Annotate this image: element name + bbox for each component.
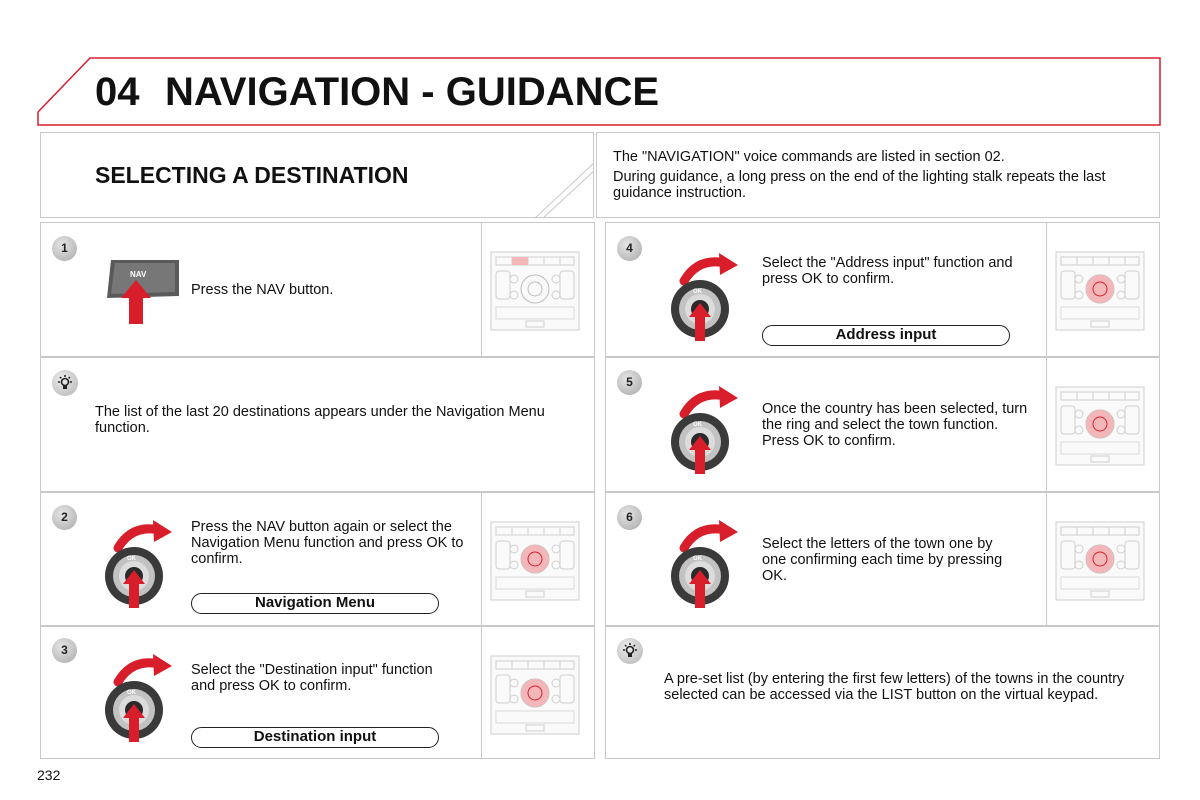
step-number-badge: 3 xyxy=(52,638,77,663)
rotary-knob-icon xyxy=(664,235,744,347)
step-number-badge: 1 xyxy=(52,236,77,261)
intro-line-guidance: During guidance, a long press on the end of the lighting stalk repeats the last guidance instruction. xyxy=(613,169,1106,201)
console-thumbnail-cell xyxy=(481,223,594,356)
console-thumbnail-cell xyxy=(481,493,594,625)
menu-label-pill: Address input xyxy=(762,325,1010,346)
step-instruction: Select the "Address input" function and press OK to confirm. xyxy=(762,255,1013,287)
step-number-badge: 6 xyxy=(617,505,642,530)
step-instruction: Press the NAV button. xyxy=(191,282,334,298)
console-thumbnail-cell xyxy=(1046,223,1159,356)
rotary-knob-icon xyxy=(98,502,178,614)
ok-label: OK xyxy=(127,690,136,696)
rotary-knob-icon xyxy=(664,502,744,614)
chapter-number: 04 xyxy=(95,70,140,114)
console-thumbnail xyxy=(490,521,580,601)
menu-label-pill: Navigation Menu xyxy=(191,593,439,614)
chapter-header xyxy=(0,0,1200,130)
console-thumbnail xyxy=(490,251,580,331)
step-number-badge: 2 xyxy=(52,505,77,530)
console-thumbnail xyxy=(1055,251,1145,331)
tip-text: A pre-set list (by entering the first few letters) of the towns in the country selected can be accessed via the LIST button on the virtual keypad. xyxy=(664,671,1125,703)
ok-label: OK xyxy=(127,556,136,562)
ok-label: OK xyxy=(693,289,702,295)
step-number-badge: 5 xyxy=(617,370,642,395)
panel-corner-fold xyxy=(535,133,595,219)
menu-label-pill: Destination input xyxy=(191,727,439,748)
page-number: 232 xyxy=(37,767,61,783)
console-thumbnail-cell xyxy=(481,627,594,758)
console-thumbnail xyxy=(1055,386,1145,466)
step-instruction: Once the country has been selected, turn the ring and select the town function. Press OK to confirm. xyxy=(762,401,1028,449)
intro-line-voice: The "NAVIGATION" voice commands are listed in section 02. xyxy=(613,149,1005,165)
step-instruction: Select the "Destination input" function and press OK to confirm. xyxy=(191,662,433,694)
chapter-title: NAVIGATION - GUIDANCE xyxy=(165,70,660,114)
step-instruction: Press the NAV button again or select the Navigation Menu function and press OK to confirm. xyxy=(191,519,464,567)
console-thumbnail xyxy=(1055,521,1145,601)
step-instruction: Select the letters of the town one by one confirming each time by pressing OK. xyxy=(762,536,1003,584)
nav-button-label: NAV xyxy=(130,270,147,279)
rotary-knob-icon xyxy=(98,636,178,748)
step-number-badge: 4 xyxy=(617,236,642,261)
rotary-knob-icon xyxy=(664,368,744,480)
console-thumbnail xyxy=(490,655,580,735)
console-thumbnail-cell xyxy=(1046,493,1159,625)
lightbulb-icon xyxy=(617,638,643,664)
ok-label: OK xyxy=(693,422,702,428)
nav-button-icon xyxy=(103,258,181,328)
ok-label: OK xyxy=(693,556,702,562)
intro-text xyxy=(613,149,1143,205)
console-thumbnail-cell xyxy=(1046,358,1159,491)
lightbulb-icon xyxy=(52,370,78,396)
section-title: SELECTING A DESTINATION xyxy=(95,162,409,188)
tip-text: The list of the last 20 destinations appears under the Navigation Menu function. xyxy=(95,404,545,436)
